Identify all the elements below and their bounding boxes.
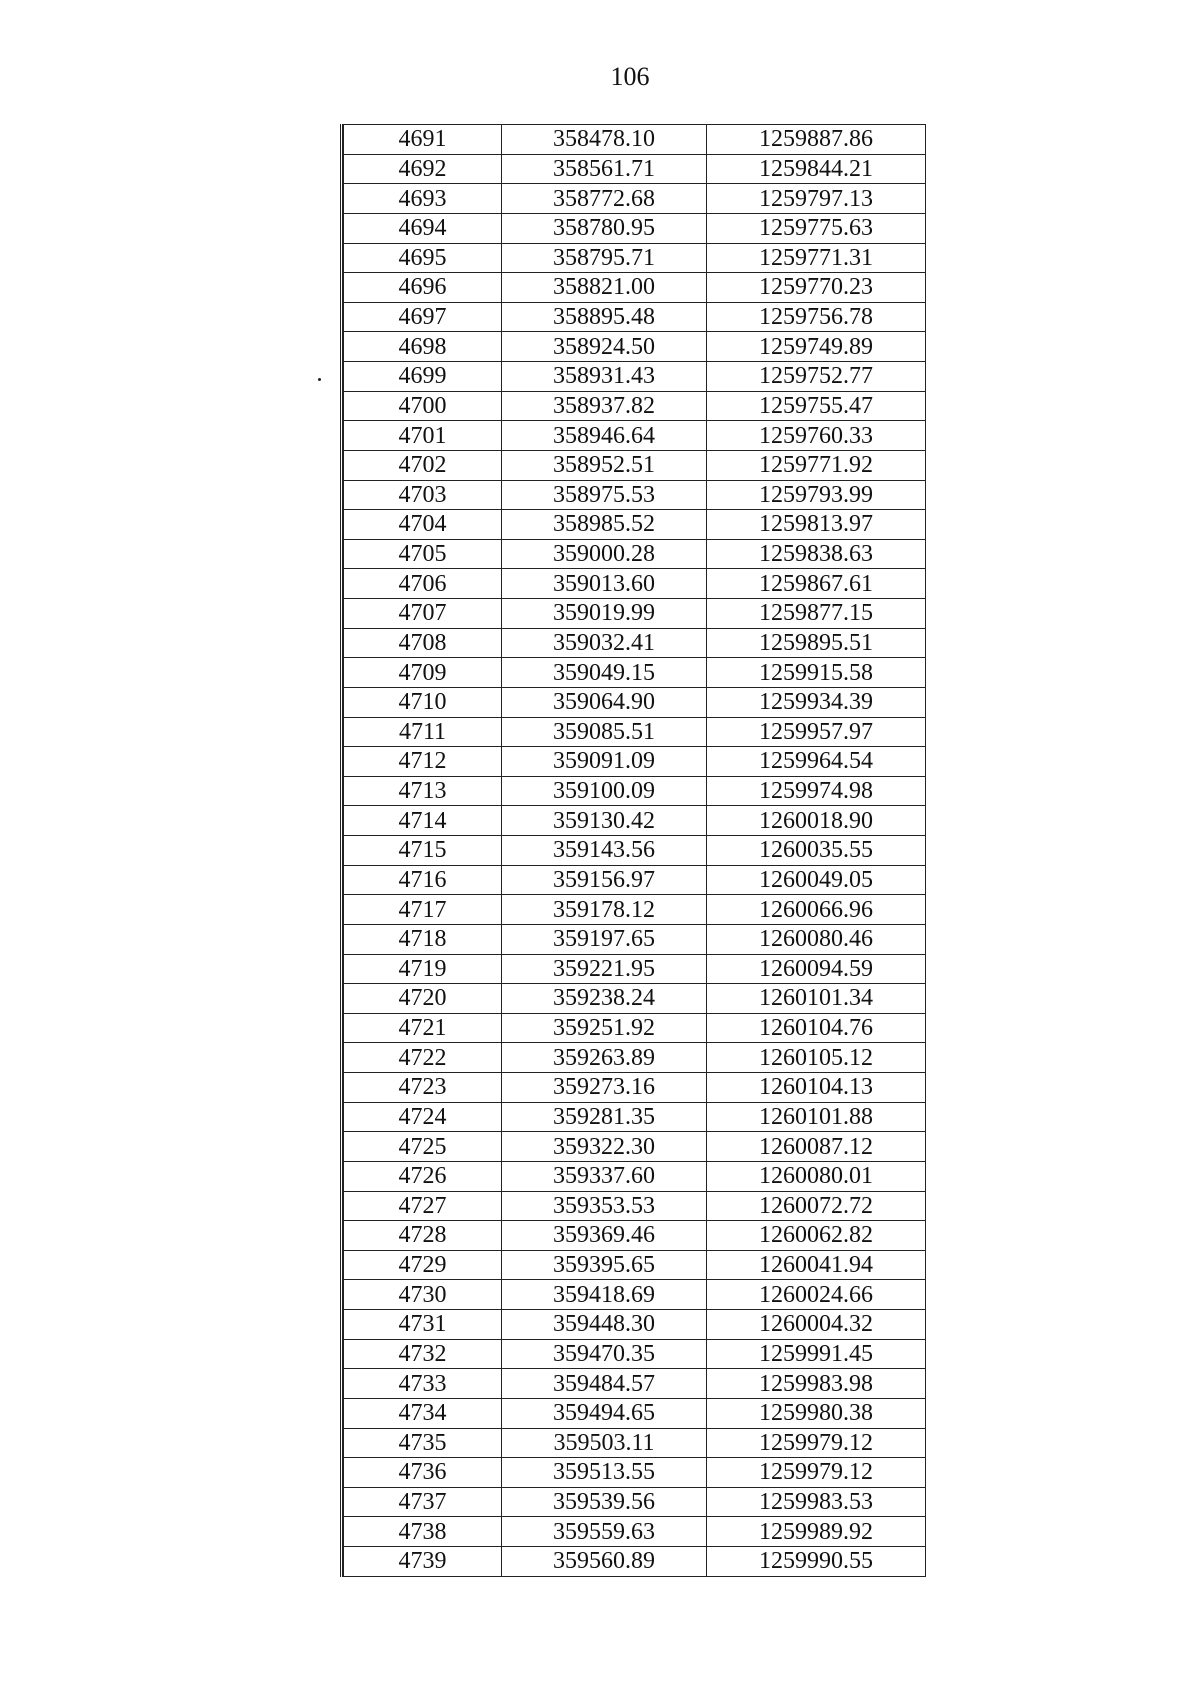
- x-coordinate-cell: 359503.11: [502, 1428, 707, 1458]
- point-number-cell: 4707: [344, 599, 502, 629]
- y-coordinate-cell: 1259771.92: [707, 450, 926, 480]
- x-coordinate-cell: 359418.69: [502, 1280, 707, 1310]
- table-row: [344, 865, 926, 895]
- table-row: [344, 125, 926, 155]
- y-coordinate-cell: 1259989.92: [707, 1517, 926, 1547]
- x-coordinate-cell: 359064.90: [502, 687, 707, 717]
- point-number-cell: 4725: [344, 1132, 502, 1162]
- x-coordinate-cell: 359560.89: [502, 1547, 707, 1577]
- y-coordinate-cell: 1260049.05: [707, 865, 926, 895]
- point-number-cell: 4711: [344, 717, 502, 747]
- x-coordinate-cell: 358931.43: [502, 362, 707, 392]
- point-number-cell: 4703: [344, 480, 502, 510]
- point-number-cell: 4726: [344, 1161, 502, 1191]
- x-coordinate-cell: 359049.15: [502, 658, 707, 688]
- table-row: [344, 302, 926, 332]
- y-coordinate-cell: 1259844.21: [707, 154, 926, 184]
- y-coordinate-cell: 1260104.13: [707, 1073, 926, 1103]
- point-number-cell: 4698: [344, 332, 502, 362]
- x-coordinate-cell: 358795.71: [502, 243, 707, 273]
- table-row: [344, 213, 926, 243]
- y-coordinate-cell: 1259813.97: [707, 510, 926, 540]
- point-number-cell: 4709: [344, 658, 502, 688]
- x-coordinate-cell: 359221.95: [502, 954, 707, 984]
- point-number-cell: 4728: [344, 1221, 502, 1251]
- x-coordinate-cell: 359337.60: [502, 1161, 707, 1191]
- x-coordinate-cell: 359369.46: [502, 1221, 707, 1251]
- x-coordinate-cell: 358985.52: [502, 510, 707, 540]
- point-number-cell: 4699: [344, 362, 502, 392]
- point-number-cell: 4734: [344, 1398, 502, 1428]
- y-coordinate-cell: 1259964.54: [707, 747, 926, 777]
- table-row: [344, 895, 926, 925]
- x-coordinate-cell: 359395.65: [502, 1250, 707, 1280]
- x-coordinate-cell: 358924.50: [502, 332, 707, 362]
- x-coordinate-cell: 358478.10: [502, 125, 707, 155]
- x-coordinate-cell: 358952.51: [502, 450, 707, 480]
- point-number-cell: 4708: [344, 628, 502, 658]
- y-coordinate-cell: 1260101.88: [707, 1102, 926, 1132]
- table-row: [344, 1250, 926, 1280]
- table-row: [344, 599, 926, 629]
- y-coordinate-cell: 1260104.76: [707, 1013, 926, 1043]
- point-number-cell: 4716: [344, 865, 502, 895]
- x-coordinate-cell: 359559.63: [502, 1517, 707, 1547]
- table-row: [344, 1517, 926, 1547]
- y-coordinate-cell: 1259990.55: [707, 1547, 926, 1577]
- coordinates-table-container: [340, 124, 925, 1577]
- y-coordinate-cell: 1259771.31: [707, 243, 926, 273]
- point-number-cell: 4724: [344, 1102, 502, 1132]
- x-coordinate-cell: 359539.56: [502, 1487, 707, 1517]
- x-coordinate-cell: 359484.57: [502, 1369, 707, 1399]
- y-coordinate-cell: 1259838.63: [707, 539, 926, 569]
- x-coordinate-cell: 358946.64: [502, 421, 707, 451]
- y-coordinate-cell: 1259756.78: [707, 302, 926, 332]
- y-coordinate-cell: 1259867.61: [707, 569, 926, 599]
- y-coordinate-cell: 1259775.63: [707, 213, 926, 243]
- point-number-cell: 4721: [344, 1013, 502, 1043]
- table-row: [344, 1073, 926, 1103]
- point-number-cell: 4694: [344, 213, 502, 243]
- table-row: [344, 421, 926, 451]
- point-number-cell: 4717: [344, 895, 502, 925]
- coordinates-table: [343, 124, 926, 1577]
- y-coordinate-cell: 1259895.51: [707, 628, 926, 658]
- table-row: [344, 776, 926, 806]
- table-row: [344, 658, 926, 688]
- point-number-cell: 4705: [344, 539, 502, 569]
- y-coordinate-cell: 1260080.46: [707, 924, 926, 954]
- x-coordinate-cell: 359100.09: [502, 776, 707, 806]
- x-coordinate-cell: 358895.48: [502, 302, 707, 332]
- x-coordinate-cell: 358561.71: [502, 154, 707, 184]
- y-coordinate-cell: 1260066.96: [707, 895, 926, 925]
- table-row: [344, 510, 926, 540]
- x-coordinate-cell: 359353.53: [502, 1191, 707, 1221]
- x-coordinate-cell: 359281.35: [502, 1102, 707, 1132]
- table-row: [344, 1310, 926, 1340]
- table-row: [344, 954, 926, 984]
- table-row: [344, 1161, 926, 1191]
- table-row: [344, 243, 926, 273]
- table-row: [344, 480, 926, 510]
- y-coordinate-cell: 1260024.66: [707, 1280, 926, 1310]
- y-coordinate-cell: 1259877.15: [707, 599, 926, 629]
- point-number-cell: 4712: [344, 747, 502, 777]
- y-coordinate-cell: 1259983.53: [707, 1487, 926, 1517]
- point-number-cell: 4706: [344, 569, 502, 599]
- table-row: [344, 924, 926, 954]
- point-number-cell: 4710: [344, 687, 502, 717]
- y-coordinate-cell: 1259915.58: [707, 658, 926, 688]
- table-row: [344, 1132, 926, 1162]
- point-number-cell: 4714: [344, 806, 502, 836]
- x-coordinate-cell: 359130.42: [502, 806, 707, 836]
- table-row: [344, 539, 926, 569]
- y-coordinate-cell: 1260101.34: [707, 984, 926, 1014]
- x-coordinate-cell: 359197.65: [502, 924, 707, 954]
- point-number-cell: 4693: [344, 184, 502, 214]
- y-coordinate-cell: 1259770.23: [707, 273, 926, 303]
- x-coordinate-cell: 359513.55: [502, 1458, 707, 1488]
- y-coordinate-cell: 1260087.12: [707, 1132, 926, 1162]
- point-number-cell: 4723: [344, 1073, 502, 1103]
- x-coordinate-cell: 359019.99: [502, 599, 707, 629]
- table-row: [344, 687, 926, 717]
- table-row: [344, 1428, 926, 1458]
- y-coordinate-cell: 1260094.59: [707, 954, 926, 984]
- point-number-cell: 4739: [344, 1547, 502, 1577]
- point-number-cell: 4719: [344, 954, 502, 984]
- y-coordinate-cell: 1259980.38: [707, 1398, 926, 1428]
- x-coordinate-cell: 358772.68: [502, 184, 707, 214]
- x-coordinate-cell: 358780.95: [502, 213, 707, 243]
- x-coordinate-cell: 359143.56: [502, 836, 707, 866]
- table-row: [344, 984, 926, 1014]
- table-row: [344, 1280, 926, 1310]
- x-coordinate-cell: 359448.30: [502, 1310, 707, 1340]
- y-coordinate-cell: 1260105.12: [707, 1043, 926, 1073]
- y-coordinate-cell: 1259797.13: [707, 184, 926, 214]
- table-row: [344, 747, 926, 777]
- point-number-cell: 4736: [344, 1458, 502, 1488]
- x-coordinate-cell: 359494.65: [502, 1398, 707, 1428]
- x-coordinate-cell: 359013.60: [502, 569, 707, 599]
- table-row: [344, 1458, 926, 1488]
- page-number: 106: [610, 62, 650, 91]
- table-row: [344, 1191, 926, 1221]
- x-coordinate-cell: 359470.35: [502, 1339, 707, 1369]
- table-row: [344, 1339, 926, 1369]
- y-coordinate-cell: 1260018.90: [707, 806, 926, 836]
- x-coordinate-cell: 358821.00: [502, 273, 707, 303]
- point-number-cell: 4713: [344, 776, 502, 806]
- x-coordinate-cell: 359178.12: [502, 895, 707, 925]
- point-number-cell: 4704: [344, 510, 502, 540]
- x-coordinate-cell: 359251.92: [502, 1013, 707, 1043]
- coordinates-table-body: [344, 125, 926, 1577]
- y-coordinate-cell: 1260035.55: [707, 836, 926, 866]
- point-number-cell: 4695: [344, 243, 502, 273]
- table-row: [344, 806, 926, 836]
- point-number-cell: 4731: [344, 1310, 502, 1340]
- table-row: [344, 836, 926, 866]
- table-row: [344, 450, 926, 480]
- table-row: [344, 362, 926, 392]
- stray-dot-mark: [318, 378, 321, 381]
- point-number-cell: 4737: [344, 1487, 502, 1517]
- x-coordinate-cell: 359263.89: [502, 1043, 707, 1073]
- y-coordinate-cell: 1259752.77: [707, 362, 926, 392]
- point-number-cell: 4732: [344, 1339, 502, 1369]
- y-coordinate-cell: 1260041.94: [707, 1250, 926, 1280]
- point-number-cell: 4720: [344, 984, 502, 1014]
- y-coordinate-cell: 1259887.86: [707, 125, 926, 155]
- y-coordinate-cell: 1259793.99: [707, 480, 926, 510]
- point-number-cell: 4730: [344, 1280, 502, 1310]
- table-row: [344, 628, 926, 658]
- x-coordinate-cell: 359156.97: [502, 865, 707, 895]
- point-number-cell: 4696: [344, 273, 502, 303]
- x-coordinate-cell: 359000.28: [502, 539, 707, 569]
- table-row: [344, 1102, 926, 1132]
- x-coordinate-cell: 359085.51: [502, 717, 707, 747]
- point-number-cell: 4718: [344, 924, 502, 954]
- point-number-cell: 4702: [344, 450, 502, 480]
- point-number-cell: 4722: [344, 1043, 502, 1073]
- table-row: [344, 717, 926, 747]
- y-coordinate-cell: 1259755.47: [707, 391, 926, 421]
- point-number-cell: 4733: [344, 1369, 502, 1399]
- table-row: [344, 1221, 926, 1251]
- table-row: [344, 1487, 926, 1517]
- point-number-cell: 4729: [344, 1250, 502, 1280]
- y-coordinate-cell: 1259979.12: [707, 1428, 926, 1458]
- point-number-cell: 4700: [344, 391, 502, 421]
- y-coordinate-cell: 1260080.01: [707, 1161, 926, 1191]
- y-coordinate-cell: 1260004.32: [707, 1310, 926, 1340]
- table-row: [344, 569, 926, 599]
- point-number-cell: 4727: [344, 1191, 502, 1221]
- y-coordinate-cell: 1260062.82: [707, 1221, 926, 1251]
- table-row: [344, 1369, 926, 1399]
- x-coordinate-cell: 358937.82: [502, 391, 707, 421]
- table-row: [344, 1013, 926, 1043]
- x-coordinate-cell: 358975.53: [502, 480, 707, 510]
- x-coordinate-cell: 359032.41: [502, 628, 707, 658]
- point-number-cell: 4701: [344, 421, 502, 451]
- y-coordinate-cell: 1259934.39: [707, 687, 926, 717]
- table-row: [344, 1398, 926, 1428]
- table-row: [344, 1043, 926, 1073]
- table-row: [344, 391, 926, 421]
- x-coordinate-cell: 359322.30: [502, 1132, 707, 1162]
- y-coordinate-cell: 1259974.98: [707, 776, 926, 806]
- point-number-cell: 4738: [344, 1517, 502, 1547]
- y-coordinate-cell: 1259991.45: [707, 1339, 926, 1369]
- point-number-cell: 4697: [344, 302, 502, 332]
- x-coordinate-cell: 359273.16: [502, 1073, 707, 1103]
- point-number-cell: 4715: [344, 836, 502, 866]
- y-coordinate-cell: 1259957.97: [707, 717, 926, 747]
- table-row: [344, 1547, 926, 1577]
- x-coordinate-cell: 359238.24: [502, 984, 707, 1014]
- point-number-cell: 4692: [344, 154, 502, 184]
- table-row: [344, 332, 926, 362]
- table-row: [344, 184, 926, 214]
- x-coordinate-cell: 359091.09: [502, 747, 707, 777]
- y-coordinate-cell: 1259983.98: [707, 1369, 926, 1399]
- point-number-cell: 4691: [344, 125, 502, 155]
- y-coordinate-cell: 1259749.89: [707, 332, 926, 362]
- point-number-cell: 4735: [344, 1428, 502, 1458]
- y-coordinate-cell: 1259979.12: [707, 1458, 926, 1488]
- y-coordinate-cell: 1259760.33: [707, 421, 926, 451]
- table-row: [344, 154, 926, 184]
- table-row: [344, 273, 926, 303]
- y-coordinate-cell: 1260072.72: [707, 1191, 926, 1221]
